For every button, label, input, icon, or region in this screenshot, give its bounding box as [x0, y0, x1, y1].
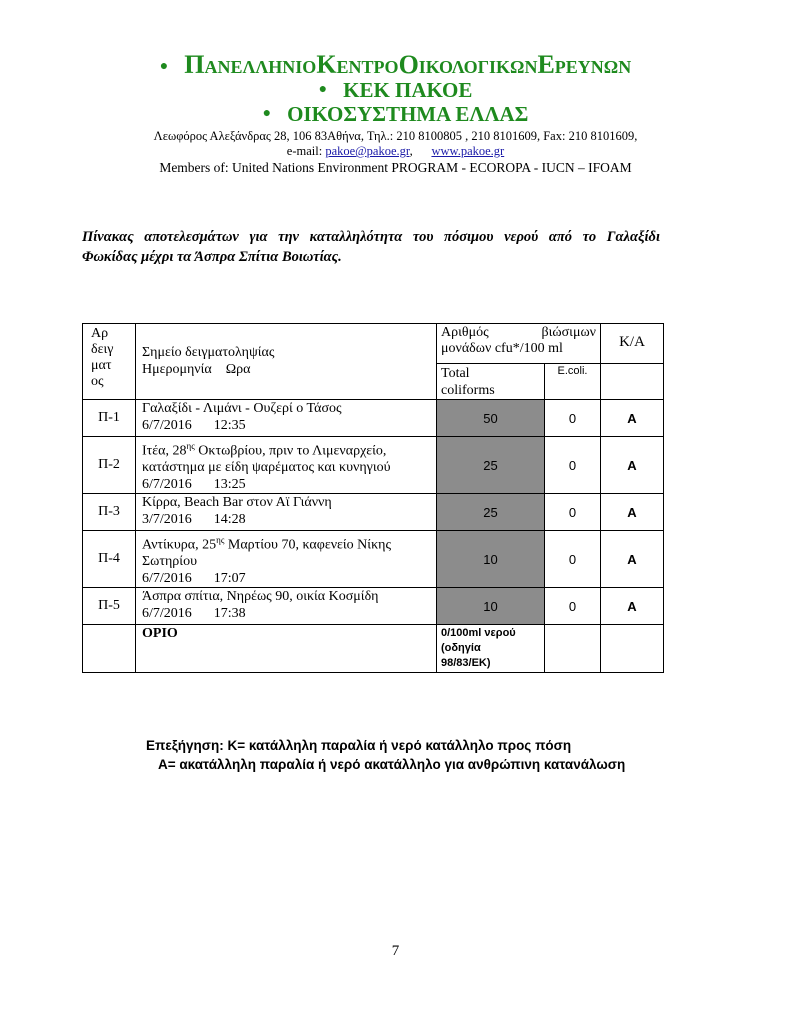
kek-title-text: ΚΕΚ ΠΑΚΟΕ — [343, 78, 473, 102]
header-total-line: coliforms — [441, 383, 495, 398]
ka-value: A — [601, 437, 664, 494]
sample-location — [136, 437, 437, 494]
ka-value: A — [601, 531, 664, 588]
header-loc-line: Σημείο δειγματοληψίας — [142, 345, 275, 360]
sample-location — [136, 588, 437, 625]
results-table — [82, 323, 664, 673]
table-row — [83, 531, 664, 588]
location-text: κατάστημα με είδη ψαρέματος και κυνηγιού — [142, 460, 391, 476]
limit-value — [437, 625, 545, 673]
header-cfu-word: Αριθμός — [441, 325, 489, 340]
header-ecoli: E.coli. — [545, 364, 601, 400]
sample-datetime — [142, 512, 434, 529]
table-row — [83, 494, 664, 531]
total-coliforms-value: 10 — [437, 588, 545, 625]
limit-value-line: 98/83/ΕΚ) — [441, 657, 491, 670]
sample-time: 17:07 — [213, 570, 246, 586]
header-total-line: Total — [441, 366, 470, 381]
ka-value: A — [601, 400, 664, 437]
title-rest-1: ΑΝΕΛΛΗΝΙΟ — [204, 57, 317, 77]
location-text — [142, 532, 434, 554]
page-number: 7 — [391, 943, 400, 959]
table-row — [83, 400, 664, 437]
address-line: Λεωφόρος Αλεξάνδρας 28, 106 83Αθήνα, Τηλ.: 210 8100805 , 210 8101609, Fax: 210 8101609, — [153, 129, 638, 143]
limit-ecoli-empty — [545, 625, 601, 673]
sample-date: 6/7/2016 — [142, 570, 192, 586]
total-coliforms-value: 25 — [437, 437, 545, 494]
location-part: Αντίκυρα, 25 — [142, 537, 217, 553]
sample-time: 12:35 — [213, 417, 246, 433]
header-ka-empty — [601, 364, 664, 400]
header-cfu-word: βιώσιμων — [541, 325, 596, 340]
members-line: Members of: United Nations Environment PROGRAM - ECOROPA - IUCN – IFOAM — [159, 160, 632, 175]
ecoli-value: 0 — [545, 494, 601, 531]
website-link[interactable]: www.pakoe.gr — [431, 144, 505, 158]
ecoli-value: 0 — [545, 437, 601, 494]
total-coliforms-value: 25 — [437, 494, 545, 531]
sample-date: 6/7/2016 — [142, 476, 192, 492]
sample-time: 13:25 — [213, 476, 246, 492]
location-text: Κίρρα, Beach Bar στον Αϊ Γιάννη — [142, 495, 332, 511]
sample-datetime — [142, 571, 434, 588]
header-ar-line: ος — [91, 374, 104, 389]
location-part: Οκτωβρίου, πριν το Λιμεναρχείο, — [194, 443, 387, 459]
limit-label: ΟΡΙΟ — [136, 625, 437, 673]
org-title-line — [0, 50, 791, 80]
sample-time: 14:28 — [213, 511, 246, 527]
total-coliforms-value: 50 — [437, 400, 545, 437]
location-text — [142, 438, 434, 460]
sample-datetime — [142, 606, 434, 623]
header-cfu-units: μονάδων cfu*/100 ml — [441, 341, 563, 356]
sample-location — [136, 400, 437, 437]
sample-date: 6/7/2016 — [142, 605, 192, 621]
limit-value-line: (οδηγία — [441, 642, 481, 655]
location-part: Μαρτίου 70, καφενείο Νίκης — [224, 537, 391, 553]
limit-row — [83, 625, 664, 673]
title-cap-2: Κ — [316, 50, 337, 79]
table-row — [83, 437, 664, 494]
bullet-icon: ● — [159, 58, 169, 74]
location-sup: ης — [186, 441, 195, 451]
title-cap-3: Ο — [398, 50, 419, 79]
title-rest-3: ΙΚΟΛΟΓΙΚΩΝ — [418, 57, 538, 77]
ecosystem-title — [0, 102, 791, 127]
sample-date: 3/7/2016 — [142, 511, 192, 527]
title-rest-4: ΡΕΥΝΩΝ — [554, 57, 632, 77]
explanation-line-1: Επεξήγηση: Κ= κατάλληλη παραλία ή νερό κατάλληλο προς πόση — [146, 738, 572, 753]
contact-line: e-mail: pakoe@pakoe.gr, www.pakoe.gr — [286, 144, 505, 158]
sample-location — [136, 531, 437, 588]
header-total-coliforms — [437, 364, 545, 400]
email-label: e-mail: — [286, 144, 323, 158]
header-cfu — [437, 324, 601, 364]
sample-datetime — [142, 477, 434, 494]
limit-value-line: 0/100ml νερού — [441, 627, 516, 640]
ka-value: A — [601, 494, 664, 531]
intro-line-2: Φωκίδας μέχρι τα Άσπρα Σπίτια Βοιωτίας. — [82, 249, 342, 265]
kek-title — [0, 78, 791, 103]
limit-ka-empty — [601, 625, 664, 673]
ecosystem-title-text: ΟΙΚΟΣΥΣΤΗΜΑ ΕΛΛΑΣ — [287, 102, 529, 126]
title-rest-2: ΕΝΤΡΟ — [336, 57, 399, 77]
location-part: Ιτέα, 28 — [142, 443, 187, 459]
sample-id: Π-2 — [83, 437, 136, 494]
header-ka: Κ/Α — [601, 324, 664, 364]
total-coliforms-value: 10 — [437, 531, 545, 588]
sample-id: Π-5 — [83, 588, 136, 625]
table-header-row — [83, 324, 664, 364]
header-ar-line: ματ — [91, 358, 112, 373]
location-sup: ης — [216, 535, 225, 546]
sample-date: 6/7/2016 — [142, 417, 192, 433]
location-text: Άσπρα σπίτια, Νηρέως 90, οικία Κοσμίδη — [142, 589, 379, 605]
ka-value: A — [601, 588, 664, 625]
header-ar-line: Αρ — [91, 326, 109, 341]
title-cap-4: Ε — [537, 50, 555, 79]
ecoli-value: 0 — [545, 588, 601, 625]
title-cap-1: Π — [184, 50, 205, 79]
location-text: Σωτηρίου — [142, 554, 197, 570]
sample-time: 17:38 — [213, 605, 246, 621]
intro-line-1: Πίνακας αποτελεσμάτων για την καταλληλότητα του πόσιμου νερού από το Γαλαξίδι — [82, 229, 660, 245]
header-datetime: Ημερομηνία Ωρα — [142, 362, 251, 377]
header-location — [136, 324, 437, 400]
explanation-line-2: Α= ακατάλληλη παραλία ή νερό ακατάλληλο για ανθρώπινη κατανάλωση — [158, 757, 626, 772]
table-row — [83, 588, 664, 625]
sample-datetime — [142, 418, 434, 435]
sample-location — [136, 494, 437, 531]
header-sample-no — [83, 324, 136, 400]
sample-id: Π-4 — [83, 531, 136, 588]
ecoli-value: 0 — [545, 400, 601, 437]
ecoli-value: 0 — [545, 531, 601, 588]
sample-id: Π-3 — [83, 494, 136, 531]
sample-id: Π-1 — [83, 400, 136, 437]
limit-id-empty — [83, 625, 136, 673]
intro-paragraph — [82, 227, 660, 267]
header-ar-line: δειγ — [91, 342, 114, 357]
bullet-icon: ● — [262, 106, 272, 122]
email-link[interactable]: pakoe@pakoe.gr — [325, 144, 410, 158]
bullet-icon: ● — [318, 82, 328, 98]
location-text: Γαλαξίδι - Λιμάνι - Ουζερί ο Τάσος — [142, 401, 342, 416]
